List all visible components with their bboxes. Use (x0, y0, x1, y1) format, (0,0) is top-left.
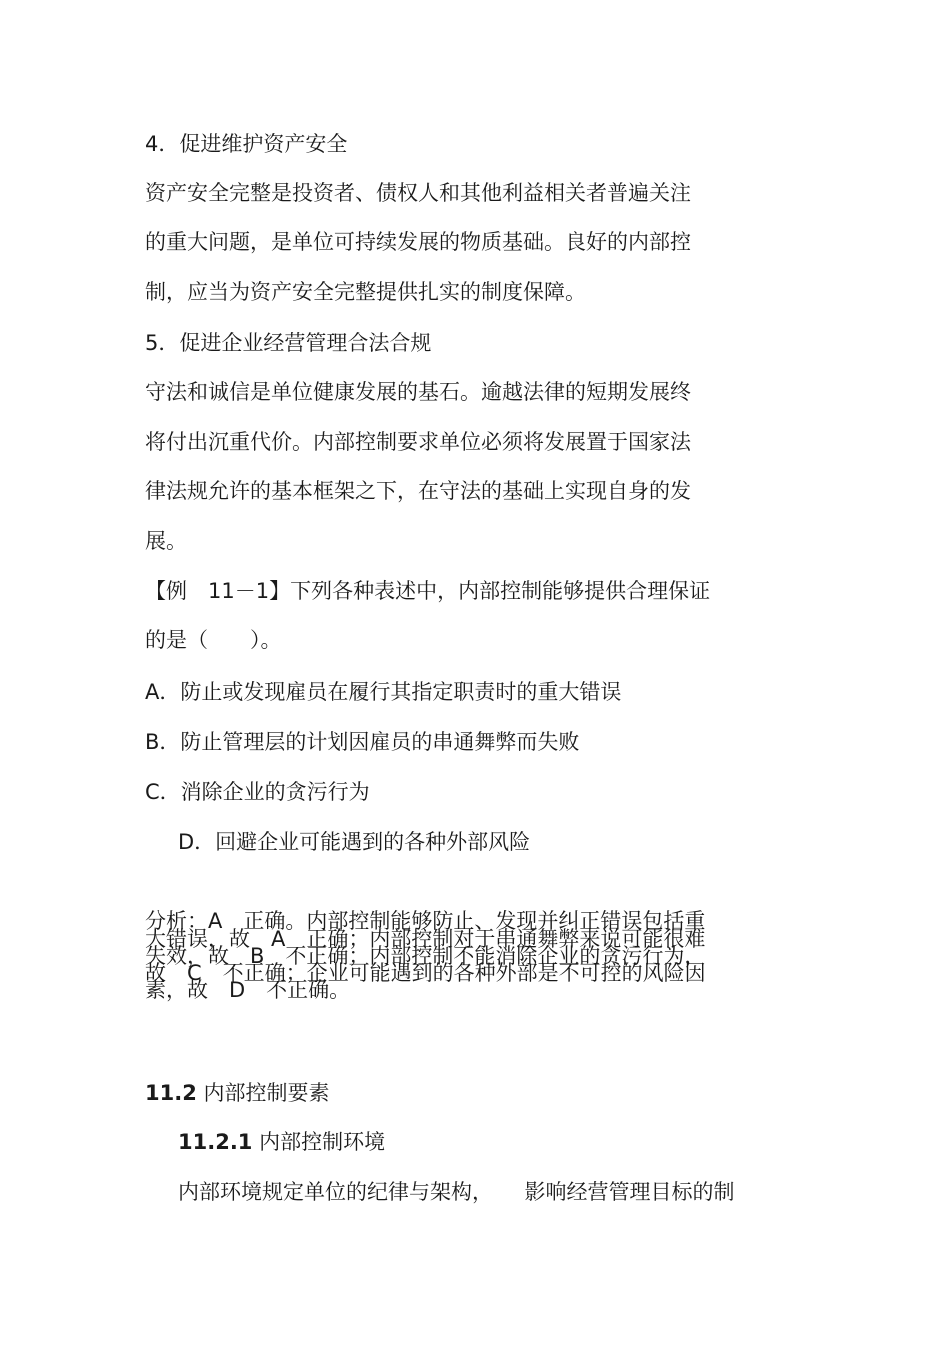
section-4-heading: 4．促进维护资产安全 (145, 132, 348, 156)
example-question-line-2: 的是（ ）。 (145, 628, 282, 652)
section-5-para-line-2: 将付出沉重代价。内部控制要求单位必须将发展置于国家法 (145, 430, 691, 454)
analysis-line-1: 分析：A 正确。内部控制能够防止、发现并纠正错误包括重 (145, 909, 706, 933)
section-11-2-number: 11.2 (145, 1081, 197, 1105)
analysis-line-3: 失效，故 B 不正确；内部控制不能消除企业的贪污行为， (145, 944, 706, 968)
analysis-line-5: 素，故 D 不正确。 (145, 978, 351, 1002)
section-11-2-title: 内部控制要素 (203, 1081, 330, 1105)
section-5-heading: 5．促进企业经营管理合法合规 (145, 331, 432, 355)
section-5-para-line-4: 展。 (145, 529, 187, 553)
section-11-2-1-number: 11.2.1 (178, 1130, 253, 1154)
analysis-line-2: 大错误，故 A 正确；内部控制对于串通舞弊来说可能很难 (145, 927, 706, 951)
section-11-2-1-para-line-1: 内部环境规定单位的纪律与架构， 影响经营管理目标的制 (178, 1180, 735, 1204)
example-analysis (145, 910, 765, 1002)
option-d: D．回避企业可能遇到的各种外部风险 (178, 830, 531, 854)
section-4-para-line-2: 的重大问题，是单位可持续发展的物质基础。良好的内部控 (145, 230, 691, 254)
section-4-para-line-3: 制，应当为资产安全完整提供扎实的制度保障。 (145, 280, 586, 304)
example-question-line-1: 【例 11－1】下列各种表述中，内部控制能够提供合理保证 (145, 579, 711, 603)
section-5-para-line-3: 律法规允许的基本框架之下，在守法的基础上实现自身的发 (145, 479, 691, 503)
option-c: C．消除企业的贪污行为 (145, 780, 370, 804)
section-5-para-line-1: 守法和诚信是单位健康发展的基石。逾越法律的短期发展终 (145, 380, 691, 404)
section-11-2-1-heading (178, 1130, 385, 1154)
analysis-line-4: 故 C 不正确；企业可能遇到的各种外部是不可控的风险因 (145, 961, 706, 985)
option-b: B．防止管理层的计划因雇员的串通舞弊而失败 (145, 730, 580, 754)
section-4-para-line-1: 资产安全完整是投资者、债权人和其他利益相关者普遍关注 (145, 181, 691, 205)
option-a: A．防止或发现雇员在履行其指定职责时的重大错误 (145, 680, 622, 704)
section-11-2-1-title: 内部控制环境 (259, 1130, 386, 1154)
section-11-2-heading (145, 1081, 330, 1105)
